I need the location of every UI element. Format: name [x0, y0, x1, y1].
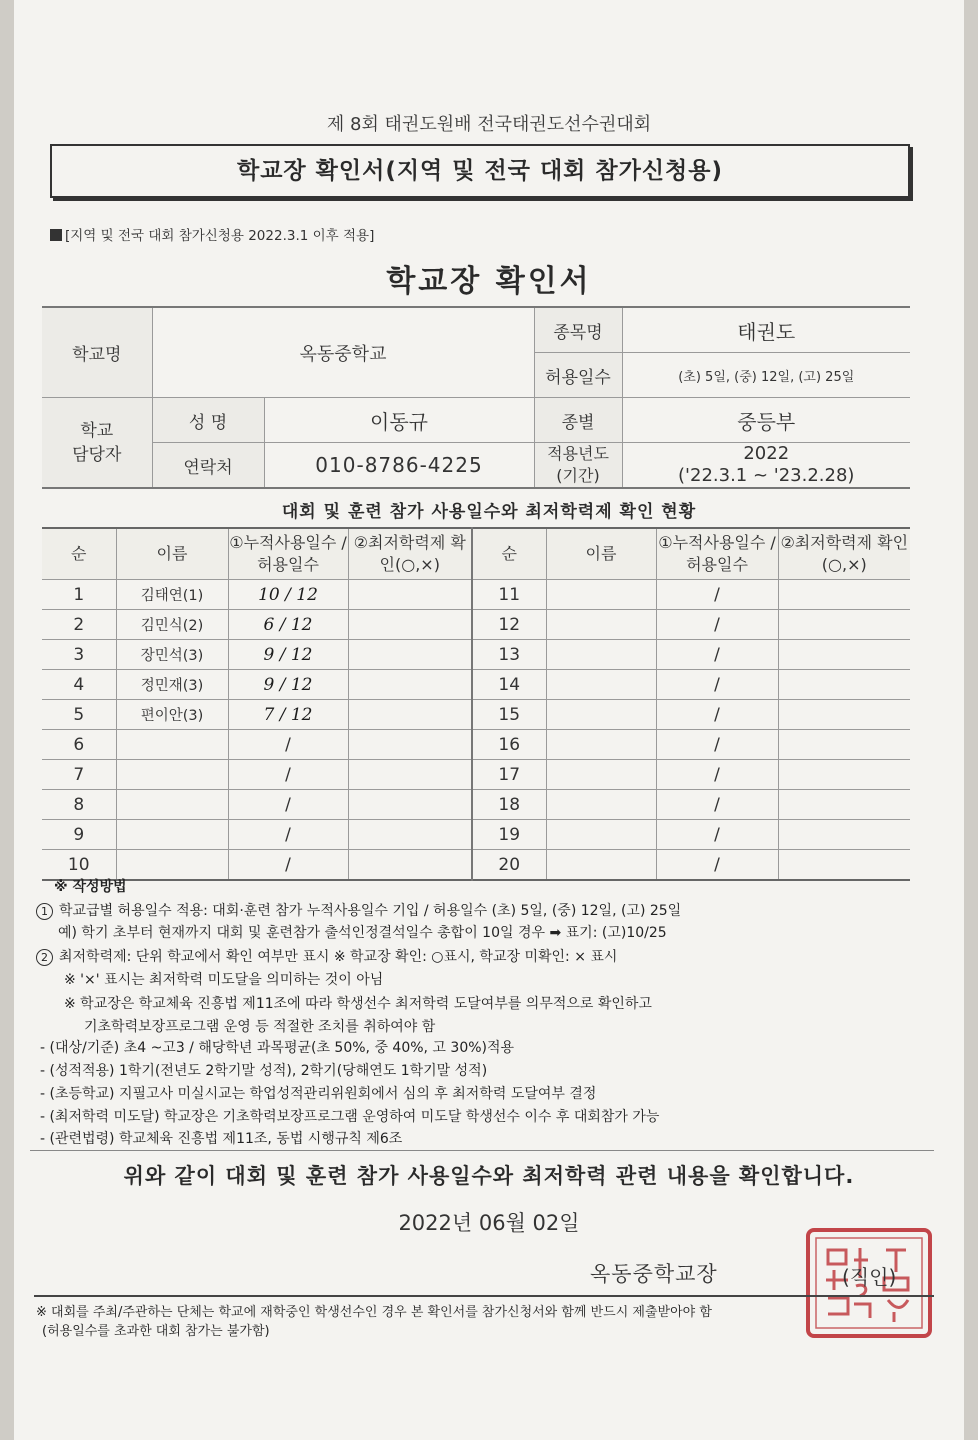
table-row [42, 850, 910, 881]
item-number-1: 1 [36, 903, 53, 920]
footnote-line-2: (허용일수를 초과한 대회 참가는 불가함) [42, 1324, 270, 1339]
row-number: 2 [42, 610, 116, 640]
min-academic-check [348, 730, 472, 760]
table-row [42, 820, 910, 850]
row-number: 12 [472, 610, 546, 640]
table-row [42, 580, 910, 610]
table-row [42, 730, 910, 760]
sport-label: 종목명 [534, 307, 622, 353]
student-name [546, 820, 656, 850]
row-number: 14 [472, 670, 546, 700]
row-number: 11 [472, 580, 546, 610]
header-check-right: ②최저학력제 확인(○,×) [778, 528, 910, 580]
student-name [546, 580, 656, 610]
document-page [14, 0, 964, 1440]
row-number: 10 [42, 850, 116, 881]
row-number: 19 [472, 820, 546, 850]
cumulative-days: / [656, 610, 778, 640]
sport-value: 태권도 [622, 307, 910, 353]
student-name [116, 820, 228, 850]
principal-title: 옥동중학교장 [590, 1262, 718, 1286]
table-row [42, 790, 910, 820]
header-no-left: 순 [42, 528, 116, 580]
table-row [42, 640, 910, 670]
min-academic-check [778, 790, 910, 820]
student-name [116, 760, 228, 790]
student-name [546, 850, 656, 881]
min-academic-check [778, 700, 910, 730]
min-academic-check [778, 670, 910, 700]
student-name: 정민재(3) [116, 670, 228, 700]
footnote-line-1: ※ 대회를 주최/주관하는 단체는 학교에 재학중인 학생선수인 경우 본 확인서를 참가신청서와 함께 반드시 제출받아야 함 [36, 1305, 712, 1320]
staff-label: 학교 담당자 [42, 398, 152, 489]
min-academic-check [348, 610, 472, 640]
cumulative-days: / [656, 580, 778, 610]
instruction-bullet-5: - (관련법령) 학교체육 진흥법 제11조, 동법 시행규칙 제6조 [40, 1131, 403, 1147]
min-academic-check [348, 580, 472, 610]
min-academic-check [348, 850, 472, 881]
row-number: 6 [42, 730, 116, 760]
row-number: 9 [42, 820, 116, 850]
division-value: 중등부 [622, 398, 910, 443]
application-note [50, 224, 374, 244]
row-number: 13 [472, 640, 546, 670]
cumulative-days: / [656, 640, 778, 670]
cumulative-days: / [656, 790, 778, 820]
instruction-2-text: 최저학력제: 단위 학교에서 확인 여부만 표시 ※ 학교장 확인: ○표시, 학교장 미확인: × 표시 [59, 949, 618, 965]
instruction-bullet-4: - (최저학력 미도달) 학교장은 기초학력보장프로그램 운영하여 미도달 학생선수 이수 후 대회참가 가능 [40, 1109, 660, 1125]
cumulative-days: / [656, 700, 778, 730]
table-row [42, 670, 910, 700]
row-number: 20 [472, 850, 546, 881]
period-value: ('22.3.1 ~ '23.2.28) [678, 465, 855, 486]
year-label: 적용년도 (기간) [534, 443, 622, 489]
seal-label: (직인) [842, 1265, 897, 1289]
instruction-1-text: 학교급별 허용일수 적용: 대회·훈련 참가 누적사용일수 기입 / 허용일수 (초) 5일, (중) 12일, (고) 25일 [59, 903, 682, 919]
student-name [546, 610, 656, 640]
header-no-right: 순 [472, 528, 546, 580]
student-name [546, 790, 656, 820]
min-academic-check [348, 640, 472, 670]
cumulative-days: 9 / 12 [228, 670, 348, 700]
cumulative-days: 7 / 12 [228, 700, 348, 730]
info-table [42, 306, 910, 489]
divider [30, 1150, 934, 1151]
application-note-text: [지역 및 전국 대회 참가신청용 2022.3.1 이후 적용] [65, 228, 375, 244]
row-number: 15 [472, 700, 546, 730]
min-academic-check [778, 610, 910, 640]
instruction-bullet-1: - (대상/기준) 초4 ~고3 / 해당학년 과목평균(초 50%, 중 40%, 고 30%)적용 [40, 1040, 515, 1056]
instruction-2-line-1 [36, 946, 617, 966]
footnote-divider [34, 1295, 934, 1297]
instruction-bullet-2: - (성적적용) 1학기(전년도 2학기말 성적), 2학기(당해연도 1학기말 성적) [40, 1063, 488, 1079]
cumulative-days: / [228, 820, 348, 850]
header-days-left: ①누적사용일수 /허용일수 [228, 528, 348, 580]
year-period-cell [622, 443, 910, 489]
school-label: 학교명 [42, 307, 152, 398]
cumulative-days: / [656, 760, 778, 790]
instruction-bullet-3: - (초등학교) 지필고사 미실시교는 학업성적관리위원회에서 심의 후 최저학력 도달여부 결정 [40, 1086, 597, 1102]
roster-body [42, 580, 910, 881]
student-name [546, 700, 656, 730]
allowed-days-value: (초) 5일, (중) 12일, (고) 25일 [622, 353, 910, 398]
min-academic-check [778, 580, 910, 610]
item-number-2: 2 [36, 949, 53, 966]
student-name [546, 640, 656, 670]
instruction-2-line-3: ※ 학교장은 학교체육 진흥법 제11조에 따라 학생선수 최저학력 도달여부를 의무적으로 확인하고 [64, 996, 652, 1012]
min-academic-check [348, 700, 472, 730]
cumulative-days: / [656, 820, 778, 850]
student-name: 편이안(3) [116, 700, 228, 730]
row-number: 16 [472, 730, 546, 760]
cumulative-days: / [656, 670, 778, 700]
row-number: 3 [42, 640, 116, 670]
student-name: 장민석(3) [116, 640, 228, 670]
cumulative-days: / [656, 730, 778, 760]
row-number: 7 [42, 760, 116, 790]
row-number: 18 [472, 790, 546, 820]
student-name [546, 760, 656, 790]
min-academic-check [778, 850, 910, 881]
student-name [116, 730, 228, 760]
cumulative-days: 9 / 12 [228, 640, 348, 670]
row-number: 5 [42, 700, 116, 730]
row-number: 8 [42, 790, 116, 820]
student-name [116, 850, 228, 881]
cumulative-days: / [656, 850, 778, 881]
contact-label: 연락처 [152, 443, 264, 489]
cumulative-days: / [228, 730, 348, 760]
row-number: 17 [472, 760, 546, 790]
student-name [116, 790, 228, 820]
square-bullet-icon [50, 229, 62, 241]
instruction-2-line-2: ※ '×' 표시는 최저학력 미도달을 의미하는 것이 아님 [64, 972, 384, 988]
table-row [42, 700, 910, 730]
student-name: 김민식(2) [116, 610, 228, 640]
row-number: 4 [42, 670, 116, 700]
min-academic-check [348, 790, 472, 820]
min-academic-check [348, 670, 472, 700]
table-row [42, 610, 910, 640]
min-academic-check [778, 640, 910, 670]
header-name-right: 이름 [546, 528, 656, 580]
cumulative-days: 6 / 12 [228, 610, 348, 640]
row-number: 1 [42, 580, 116, 610]
cumulative-days: / [228, 760, 348, 790]
min-academic-check [348, 820, 472, 850]
roster-heading: 대회 및 훈련 참가 사용일수와 최저학력제 확인 현황 [281, 502, 697, 522]
name-label: 성 명 [152, 398, 264, 443]
header-check-left: ②최저학력제 확인(○,×) [348, 528, 472, 580]
instructions-title: ※ 작성방법 [54, 879, 127, 895]
cumulative-days: / [228, 790, 348, 820]
header-days-right: ①누적사용일수 /허용일수 [656, 528, 778, 580]
instruction-2-line-4: 기초학력보장프로그램 운영 등 적절한 조치를 취하여야 함 [84, 1019, 436, 1035]
header-name-left: 이름 [116, 528, 228, 580]
year-value: 2022 [743, 443, 790, 464]
allowed-days-label: 허용일수 [534, 353, 622, 398]
min-academic-check [778, 730, 910, 760]
student-name [546, 730, 656, 760]
min-academic-check [348, 760, 472, 790]
confirmation-statement: 위와 같이 대회 및 훈련 참가 사용일수와 최저학력 관련 내용을 확인합니다. [123, 1164, 855, 1188]
table-row [42, 760, 910, 790]
roster-table [42, 527, 910, 881]
min-academic-check [778, 820, 910, 850]
min-academic-check [778, 760, 910, 790]
contact-value: 010-8786-4225 [264, 443, 534, 489]
main-title: 학교장 확인서 [386, 264, 592, 299]
name-value: 이동규 [264, 398, 534, 443]
competition-name: 제 8회 태권도원배 전국태권도선수권대회 [326, 114, 652, 135]
school-value: 옥동중학교 [152, 307, 534, 398]
instruction-1-line-2: 예) 학기 초부터 현재까지 대회 및 훈련참가 출석인정결석일수 총합이 10일 경우 ➡ 표기: (고)10/25 [58, 925, 667, 941]
student-name [546, 670, 656, 700]
confirmation-date: 2022년 06월 02일 [398, 1211, 580, 1235]
cumulative-days: 10 / 12 [228, 580, 348, 610]
boxed-title: 학교장 확인서(지역 및 전국 대회 참가신청용) [50, 144, 910, 198]
student-name: 김태연(1) [116, 580, 228, 610]
division-label: 종별 [534, 398, 622, 443]
cumulative-days: / [228, 850, 348, 881]
instruction-1-line-1 [36, 900, 681, 920]
